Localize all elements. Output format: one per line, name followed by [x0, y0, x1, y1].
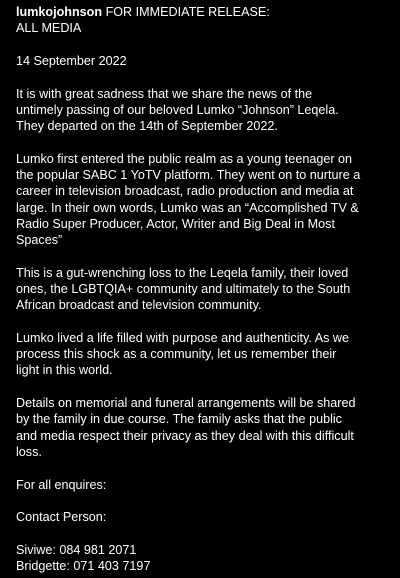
text-line: untimely passing of our beloved Lumko “Johnson” Leqela. — [16, 103, 339, 117]
text-line: process this shock as a community, let us remember their — [16, 347, 337, 362]
release-label: FOR IMMEDIATE RELEASE: — [105, 5, 270, 19]
audience-label: ALL MEDIA — [16, 21, 82, 36]
username-link[interactable]: lumkojohnson — [16, 5, 103, 19]
post-caption — [16, 4, 392, 575]
paragraph-announcement — [16, 86, 392, 135]
enquiries-label: For all enquires: — [16, 477, 107, 492]
text-line: It is with great sadness that we share the news of the — [16, 86, 313, 101]
paragraph-career — [16, 151, 392, 248]
text-line: by the family in due course. The family asks that the public — [16, 412, 342, 427]
contact-siviwe: Siviwe: 084 981 2071 — [16, 543, 137, 558]
text-line: ones, the LGBTQIA+ community and ultimately to the South — [16, 282, 351, 297]
text-line: career in television broadcast, radio production and media at — [16, 184, 354, 199]
text-line: loss. — [16, 444, 42, 459]
text-line: Lumko lived a life filled with purpose and authenticity. As we — [16, 331, 349, 346]
text-line: Lumko first entered the public realm as a young teenager on — [16, 152, 353, 166]
text-line: large. In their own words, Lumko was an “Accomplished TV & — [16, 200, 359, 215]
text-line: light in this world. — [16, 363, 113, 378]
text-line: Spaces” — [16, 233, 63, 248]
release-date: 14 September 2022 — [16, 54, 127, 68]
text-line: the popular SABC 1 YoTV platform. They went on to nurture a — [16, 168, 361, 183]
text-line: Details on memorial and funeral arrangements will be shared — [16, 396, 356, 411]
text-line: They departed on the 14th of September 2022. — [16, 119, 278, 134]
contact-person-label: Contact Person: — [16, 510, 107, 525]
text-line: Radio Super Producer, Actor, Writer and Big Deal in Most — [16, 216, 335, 231]
caption-header-line — [16, 4, 392, 20]
paragraph-legacy — [16, 330, 392, 379]
contact-bridgette: Bridgette: 071 403 7197 — [16, 559, 151, 574]
text-line: and media respect their privacy as they deal with this difficult — [16, 428, 354, 443]
paragraph-arrangements — [16, 395, 392, 460]
paragraph-loss — [16, 265, 392, 314]
text-line: African broadcast and television community. — [16, 298, 262, 313]
text-line: This is a gut-wrenching loss to the Leqela family, their loved — [16, 265, 349, 280]
